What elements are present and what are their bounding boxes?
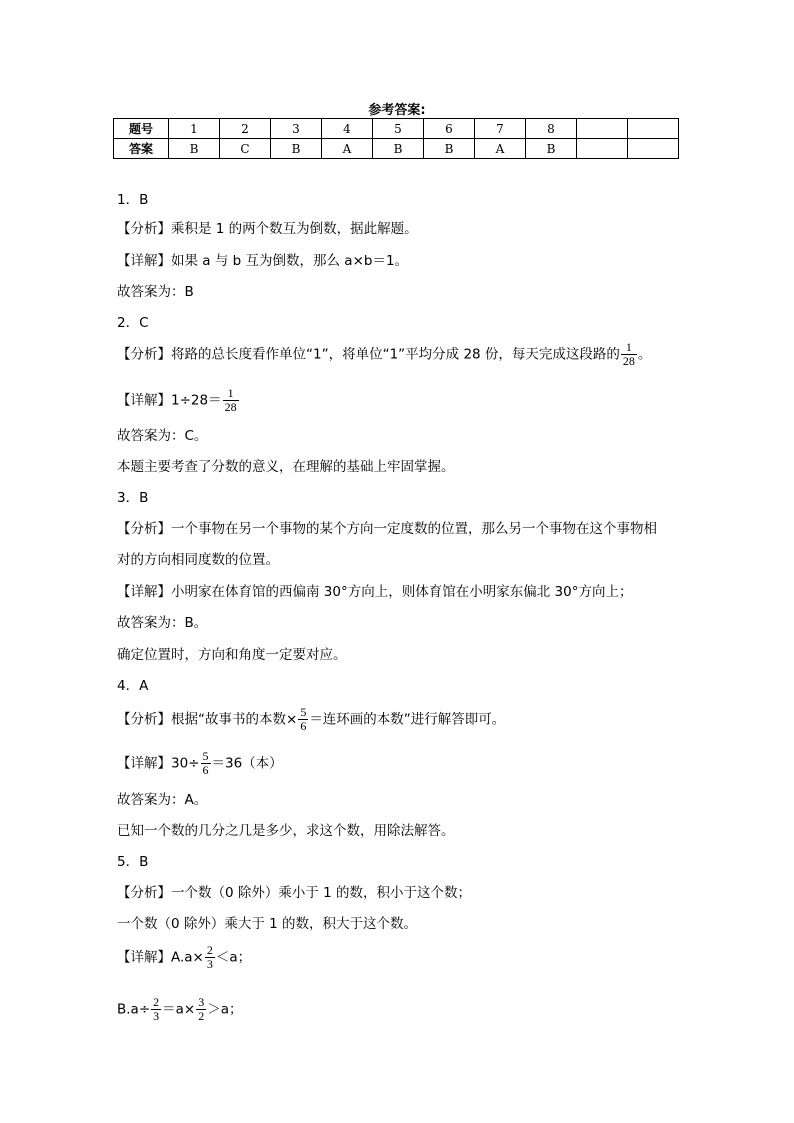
- table-cell: 8: [526, 119, 577, 139]
- q5-analysis-line1: 【分析】一个数（0 除外）乘小于 1 的数，积小于这个数；: [117, 885, 472, 901]
- q3-analysis-line1: 【分析】一个事物在另一个事物的某个方向一定度数的位置，那么另一个事物在这个事物相: [117, 521, 657, 537]
- fraction: [201, 750, 211, 777]
- q2-detail-text: 【详解】1÷28＝: [117, 392, 222, 409]
- fraction-numerator: 1: [227, 386, 234, 400]
- q2-note: 本题主要考查了分数的意义，在理解的基础上牢固掌握。: [117, 459, 455, 475]
- table-header-label: 题号: [114, 119, 169, 139]
- q3-conclusion: 故答案为：B。: [117, 615, 208, 631]
- q5-detail-a: [117, 944, 251, 971]
- q2-analysis-text: 【分析】将路的总长度看作单位“1”，将单位“1”平均分成 28 份，每天完成这段路的: [117, 346, 620, 363]
- fraction-denominator: 28: [622, 354, 635, 368]
- fraction: [196, 996, 206, 1023]
- fraction-denominator: 6: [202, 763, 209, 777]
- q5-detail-b-mid: ＝a×: [162, 1001, 196, 1018]
- table-cell: 4: [322, 119, 373, 139]
- table-cell: 1: [169, 119, 220, 139]
- fraction: [298, 706, 308, 733]
- table-cell: B: [424, 139, 475, 159]
- fraction-numerator: 1: [625, 340, 632, 354]
- table-cell: 3: [271, 119, 322, 139]
- q5-detail-b-text: B.a÷: [117, 1001, 151, 1018]
- q4-note: 已知一个数的几分之几是多少，求这个数，用除法解答。: [117, 823, 455, 839]
- table-cell: [577, 119, 628, 139]
- q4-analysis-end: ＝连环画的本数”进行解答即可。: [309, 711, 506, 728]
- q3-heading: 3．B: [117, 490, 149, 506]
- fraction-numerator: 5: [202, 749, 209, 763]
- table-cell: B: [169, 139, 220, 159]
- fraction: [223, 387, 239, 414]
- fraction-numerator: 5: [300, 705, 307, 719]
- q4-analysis-text: 【分析】根据“故事书的本数×: [117, 711, 298, 728]
- q4-detail-text: 【详解】30÷: [117, 755, 200, 772]
- q2-analysis-end: 。: [637, 346, 652, 363]
- q2-analysis: [117, 341, 651, 368]
- fraction-numerator: 2: [206, 943, 213, 957]
- table-cell: C: [220, 139, 271, 159]
- fraction: [621, 341, 637, 368]
- table-cell: [628, 119, 679, 139]
- fraction: [151, 996, 161, 1023]
- fraction-denominator: 2: [198, 1009, 205, 1023]
- fraction: [205, 944, 215, 971]
- q5-detail-b-end: ＞a；: [207, 1001, 243, 1018]
- table-cell: [577, 139, 628, 159]
- table-cell: B: [373, 139, 424, 159]
- table-row-numbers: [114, 119, 679, 139]
- table-cell: 6: [424, 119, 475, 139]
- q3-note: 确定位置时，方向和角度一定要对应。: [117, 647, 347, 663]
- answer-table: [113, 118, 679, 159]
- answer-key-title: 参考答案:: [368, 103, 426, 118]
- q3-analysis-line2: 对的方向相同度数的位置。: [117, 552, 279, 568]
- q4-detail-end: ＝36（本）: [211, 755, 283, 772]
- table-cell: 5: [373, 119, 424, 139]
- table-cell: 7: [475, 119, 526, 139]
- q1-heading: 1．B: [117, 192, 149, 208]
- fraction-denominator: 28: [224, 400, 237, 414]
- q5-detail-b: [117, 996, 243, 1023]
- q5-detail-a-end: ＜a；: [215, 949, 252, 966]
- table-answer-label: 答案: [114, 139, 169, 159]
- fraction-denominator: 3: [206, 957, 213, 971]
- q2-heading: 2．C: [117, 315, 149, 331]
- table-cell: A: [475, 139, 526, 159]
- fraction-denominator: 3: [153, 1009, 160, 1023]
- fraction-numerator: 3: [198, 995, 205, 1009]
- table-cell: B: [526, 139, 577, 159]
- fraction-denominator: 6: [300, 719, 307, 733]
- q5-analysis-line2: 一个数（0 除外）乘大于 1 的数，积大于这个数。: [117, 916, 418, 932]
- q4-detail: [117, 750, 283, 777]
- q5-detail-a-text: 【详解】A.a×: [117, 949, 204, 966]
- table-cell: [628, 139, 679, 159]
- q2-detail: [117, 387, 240, 414]
- table-cell: 2: [220, 119, 271, 139]
- q1-analysis: 【分析】乘积是 1 的两个数互为倒数，据此解题。: [117, 221, 418, 237]
- q3-detail: 【详解】小明家在体育馆的西偏南 30°方向上，则体育馆在小明家东偏北 30°方向上；: [117, 584, 633, 600]
- q2-conclusion: 故答案为：C。: [117, 428, 208, 444]
- q4-analysis: [117, 706, 505, 733]
- q5-heading: 5．B: [117, 854, 149, 870]
- q4-heading: 4．A: [117, 678, 149, 694]
- table-cell: B: [271, 139, 322, 159]
- table-cell: A: [322, 139, 373, 159]
- q1-conclusion: 故答案为：B: [117, 284, 194, 300]
- q4-conclusion: 故答案为：A。: [117, 792, 208, 808]
- fraction-numerator: 2: [153, 995, 160, 1009]
- q1-detail: 【详解】如果 a 与 b 互为倒数，那么 a×b＝1。: [117, 253, 409, 269]
- table-row-answers: [114, 139, 679, 159]
